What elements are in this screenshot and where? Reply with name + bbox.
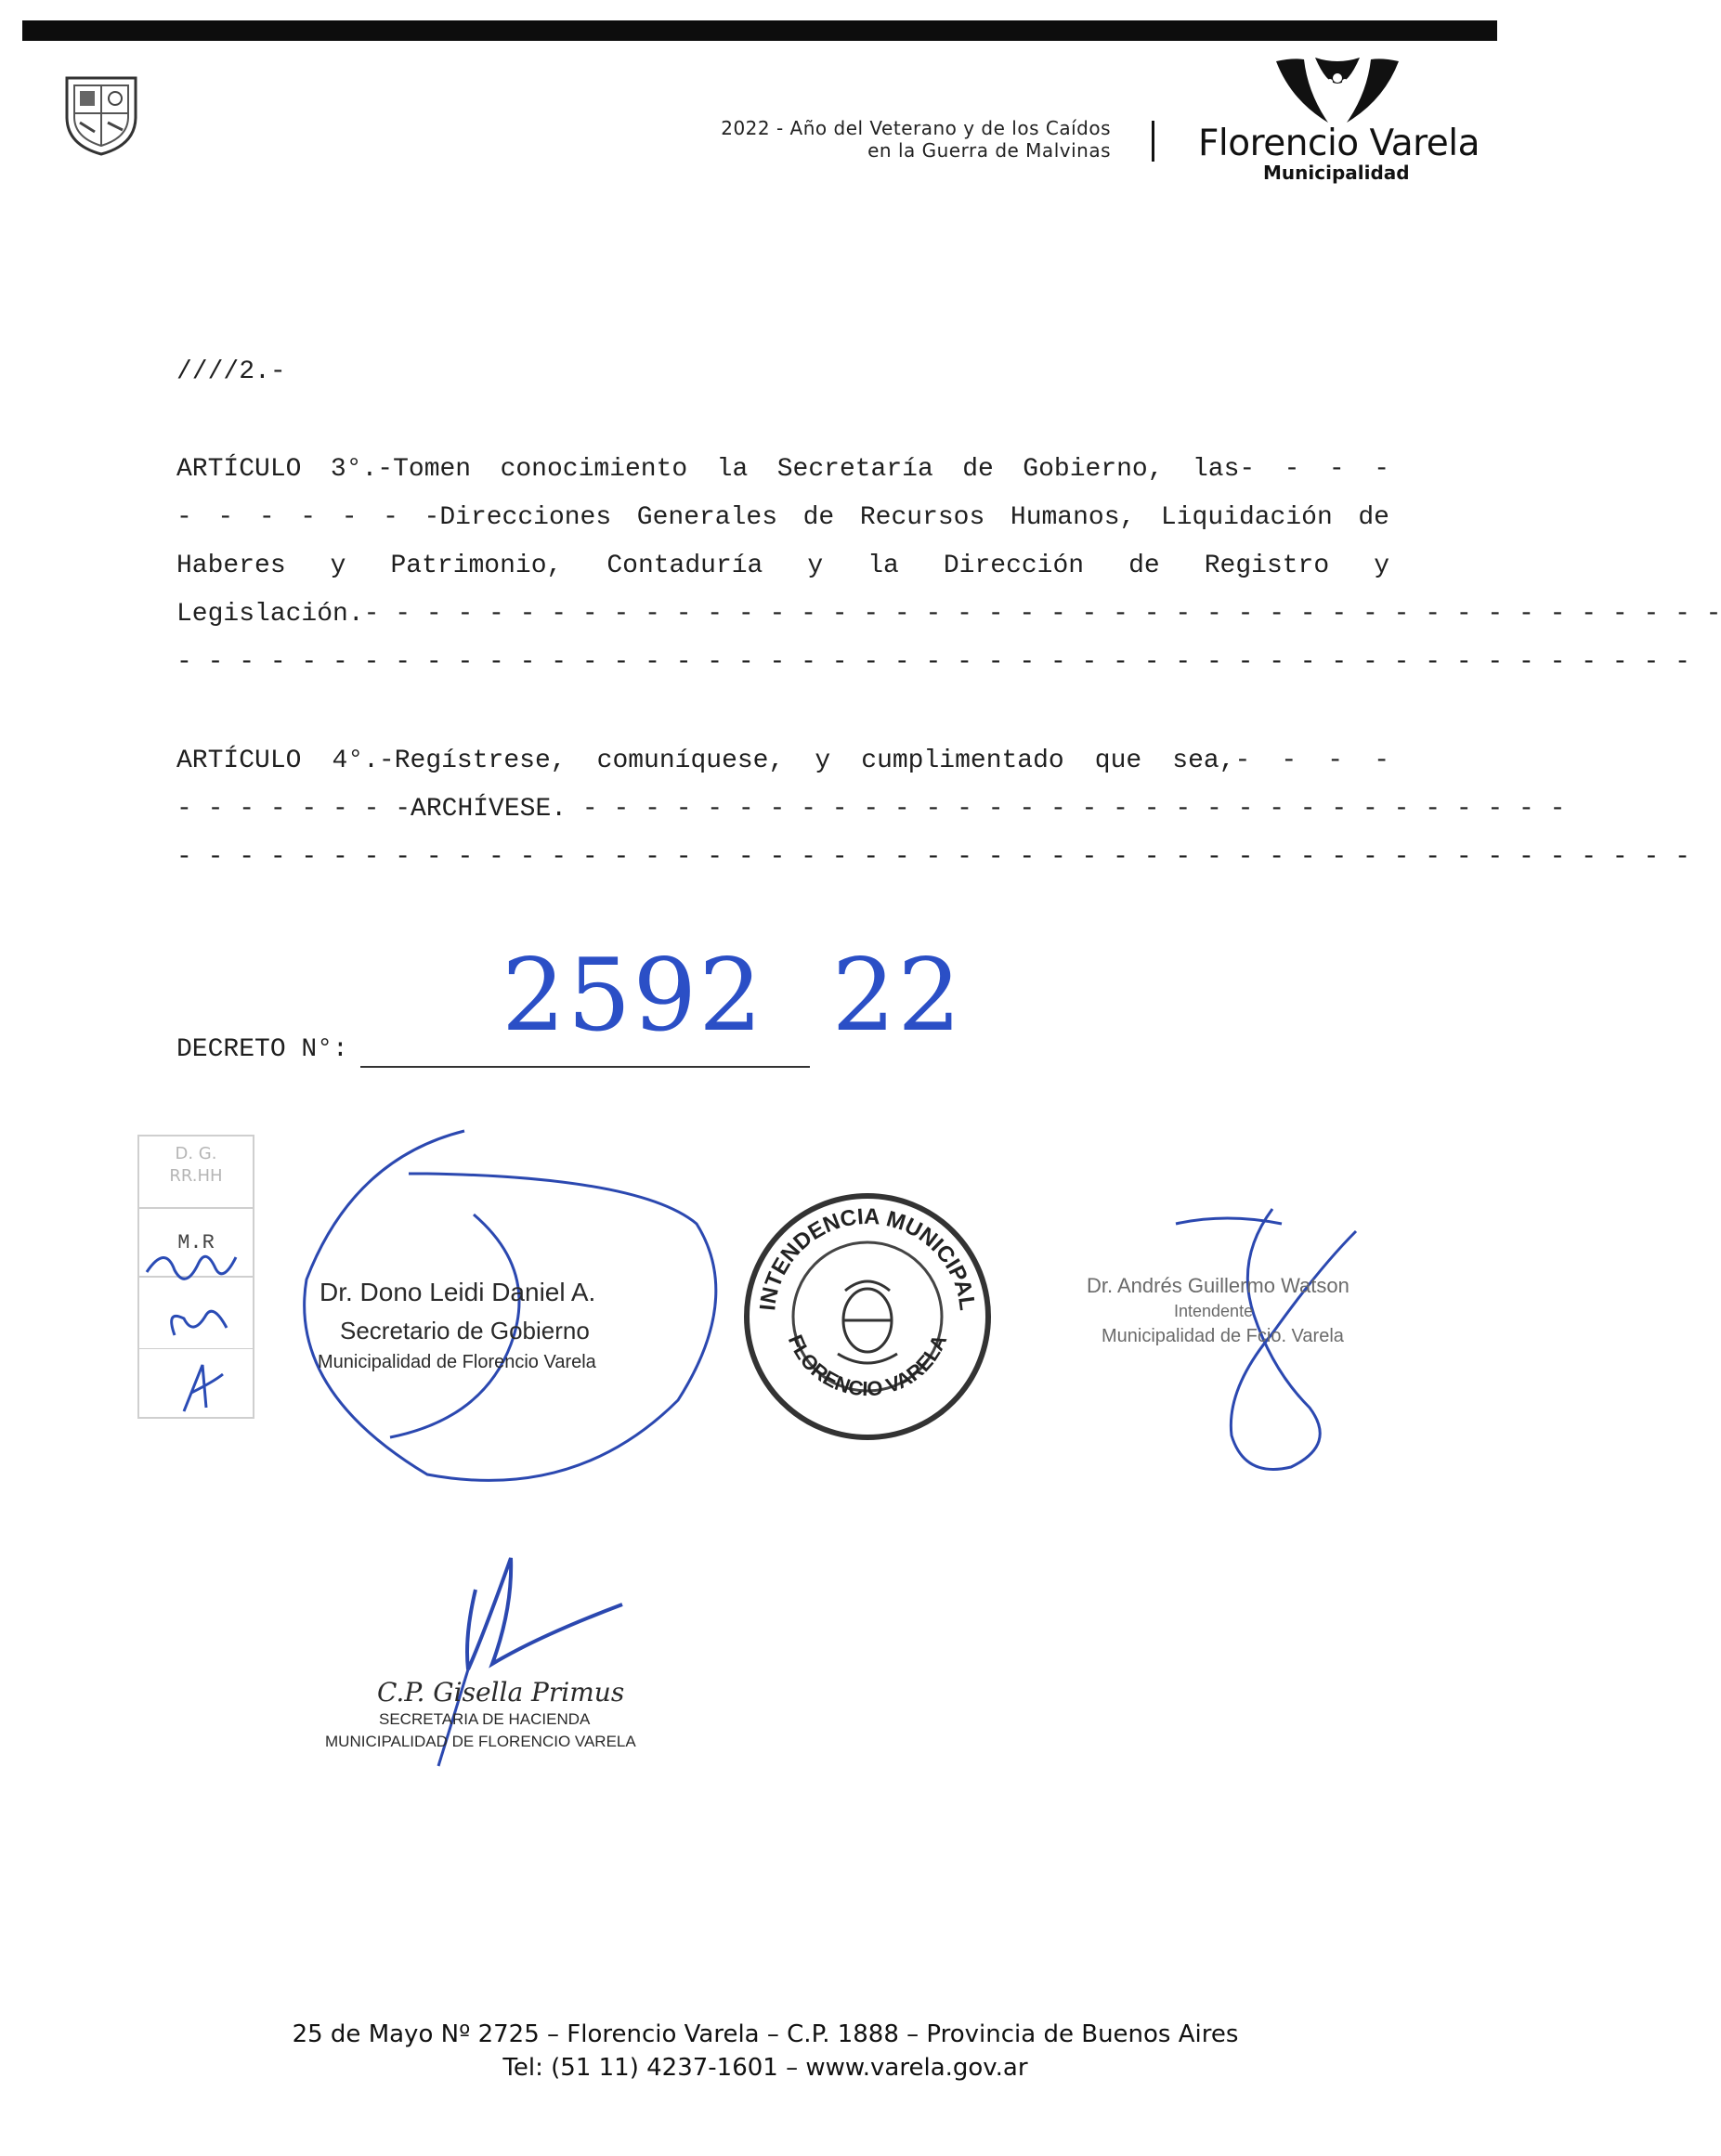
articulo3-line3: Haberes y Patrimonio, Contaduría y la Dirección de Registro y [176, 552, 1389, 580]
articulo3-line4: Legislación.- - - - - - - - - - - - - - - - - - - - - - - - - - - - - - - - - - - - - - - - - - - - [176, 600, 1721, 629]
box-mr: M.R [177, 1231, 215, 1254]
decreto-underline [360, 1066, 810, 1068]
articulo3-line5: - - - - - - - - - - - - - - - - - - - - - - - - - - - - - - - - - - - - - - - - - - - - - - - - - [176, 648, 1690, 677]
initials-signature-icon [137, 1226, 258, 1439]
intendente-signer-name: Dr. Andrés Guillermo Watson [1087, 1274, 1349, 1297]
svg-text:FLORENCIO VARELA [784, 1331, 952, 1401]
hacienda-signer-municipality: MUNICIPALIDAD DE FLORENCIO VARELA [325, 1733, 636, 1750]
hacienda-signer-title: SECRETARIA DE HACIENDA [379, 1710, 591, 1728]
box-title-line2: RR.HH [169, 1166, 223, 1186]
year-motto-line1: 2022 - Año del Veterano y de los Caídos [721, 117, 1111, 139]
intendente-signer-municipality: Municipalidad de Fcio. Varela [1102, 1326, 1344, 1346]
page-marker: ////2.- [176, 357, 286, 386]
gobierno-signature-icon [297, 1122, 743, 1493]
intendencia-seal-icon [741, 1190, 994, 1443]
municipal-crest-icon [58, 71, 145, 158]
seal-top-text: INTENDENCIA MUNICIPAL [755, 1203, 980, 1312]
gobierno-signer-municipality: Municipalidad de Florencio Varela [318, 1352, 596, 1372]
gobierno-signer-name: Dr. Dono Leidi Daniel A. [319, 1278, 596, 1306]
decreto-label: DECRETO N°: [176, 1035, 348, 1064]
hacienda-signer-name: C.P. Gisella Primus [377, 1677, 625, 1708]
header-divider [1152, 121, 1154, 162]
box-title-line1: D. G. [175, 1144, 217, 1163]
top-bar [22, 20, 1497, 41]
logo-subtitle: Municipalidad [1263, 162, 1410, 184]
footer-contact: Tel: (51 11) 4237-1601 – www.varela.gov.ar [502, 2054, 1028, 2082]
florencio-varela-logo-icon [1272, 54, 1402, 130]
intendente-signer-title: Intendente [1174, 1302, 1254, 1320]
articulo3-line2: - - - - - - -Direcciones Generales de Recursos Humanos, Liquidación de [176, 503, 1389, 532]
gobierno-signer-title: Secretario de Gobierno [340, 1317, 590, 1344]
seal-bottom-text: FLORENCIO VARELA [783, 1331, 952, 1401]
svg-text:INTENDENCIA MUNICIPAL [755, 1204, 980, 1312]
articulo3-line1: ARTÍCULO 3°.-Tomen conocimiento la Secretaría de Gobierno, las- - - - [176, 455, 1389, 484]
logo-name: Florencio Varela [1198, 123, 1480, 164]
decreto-number-stamp: 2592 22 [502, 938, 963, 1054]
articulo4-line2: - - - - - - - -ARCHÍVESE. - - - - - - - - - - - - - - - - - - - - - - - - - - - - - - - - [176, 795, 1566, 824]
articulo4-line3: - - - - - - - - - - - - - - - - - - - - - - - - - - - - - - - - - - - - - - - - - - - - - - - - - [176, 843, 1690, 872]
articulo4-line1: ARTÍCULO 4°.-Regístrese, comuníquese, y cumplimentado que sea,- - - - [176, 747, 1389, 775]
year-motto-line2: en la Guerra de Malvinas [867, 139, 1111, 162]
footer-address: 25 de Mayo Nº 2725 – Florencio Varela – C.P. 1888 – Provincia de Buenos Aires [292, 2020, 1239, 2048]
